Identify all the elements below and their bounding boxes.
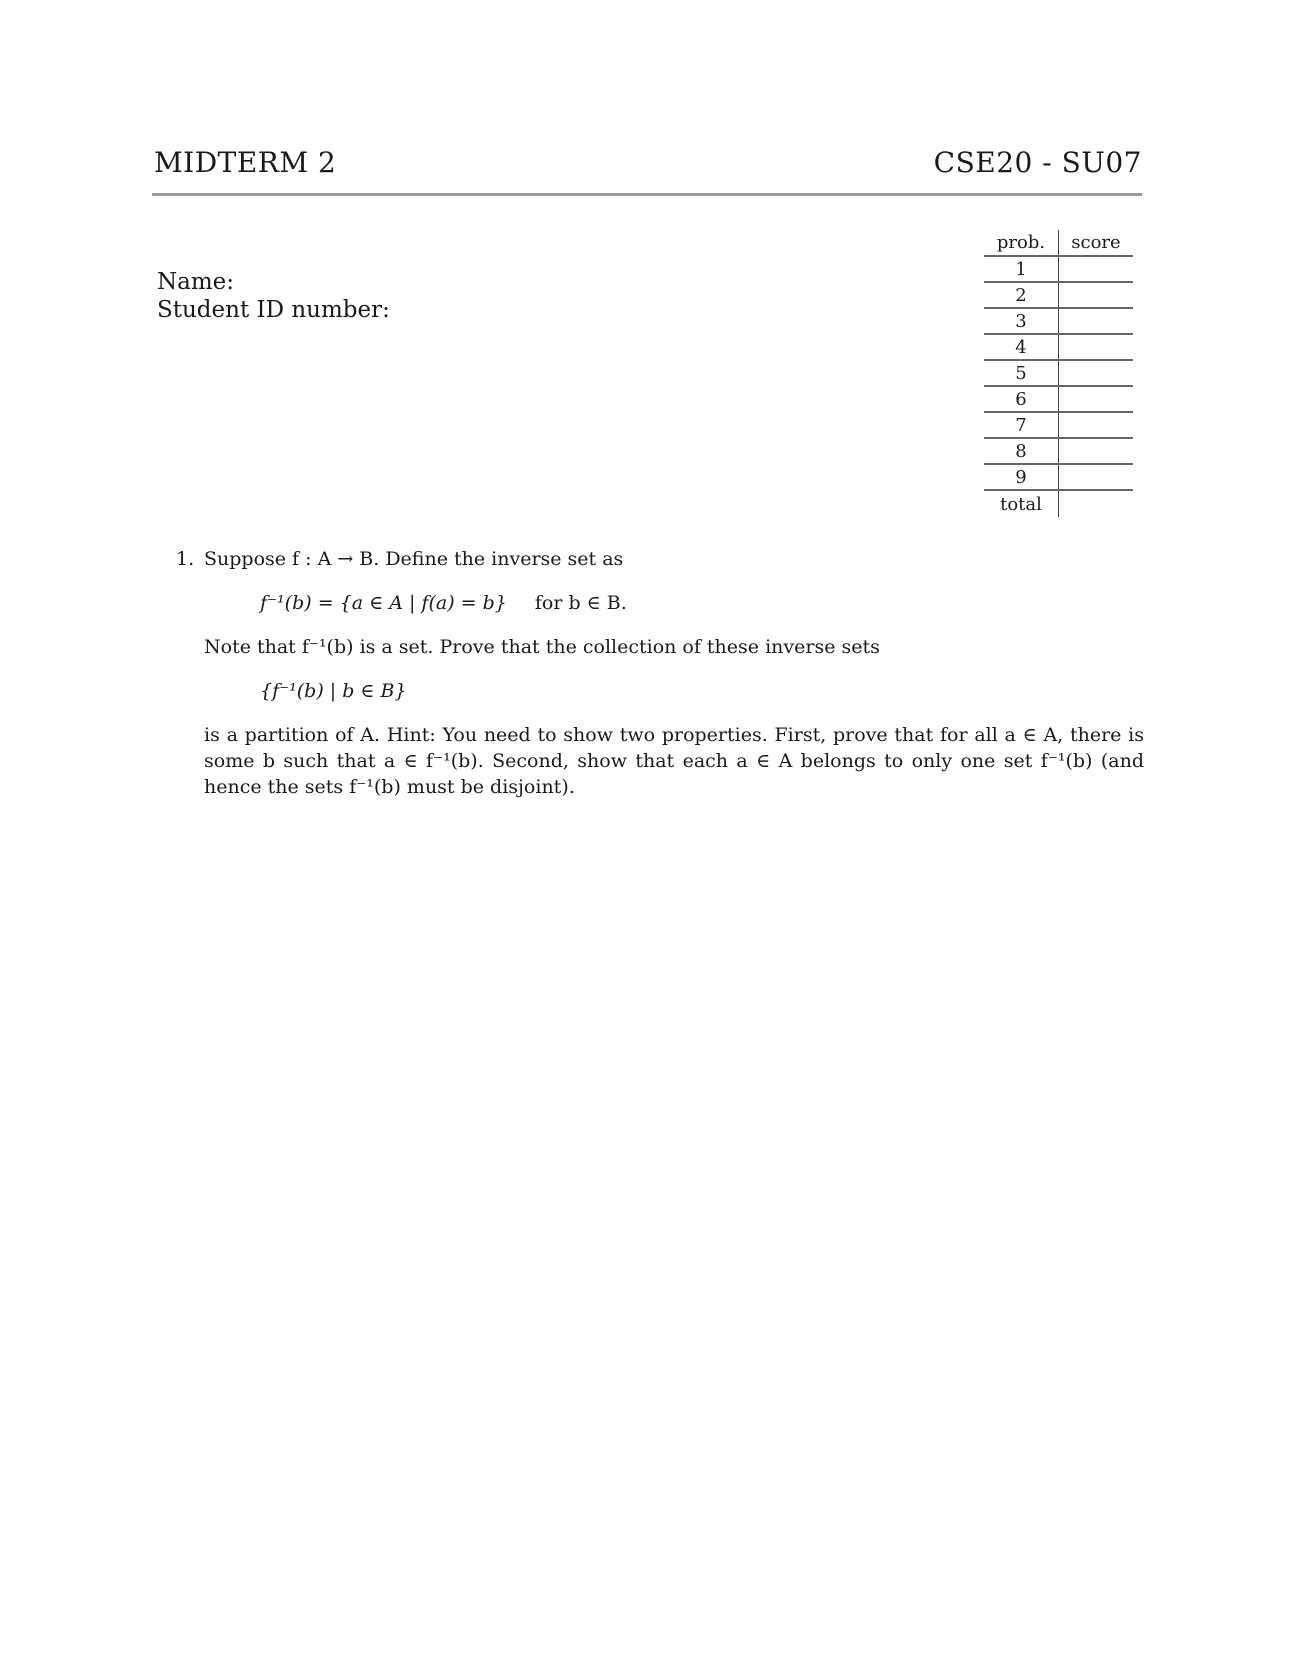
prob-column-header: prob. <box>984 230 1059 256</box>
problem-1-intro: Suppose f : A → B. Define the inverse set as <box>204 548 624 570</box>
score-row <box>984 464 1133 490</box>
problem-1-intro-line <box>176 546 1144 572</box>
inverse-set-collection: {f⁻¹(b) | b ∈ B} <box>260 680 407 702</box>
score-row <box>984 256 1133 282</box>
score-row <box>984 308 1133 334</box>
inverse-set-domain: for b ∈ B. <box>534 592 627 614</box>
score-column-header: score <box>1071 232 1121 253</box>
problem-1 <box>176 546 1144 800</box>
problem-1-note: Note that f⁻¹(b) is a set. Prove that the collection of these inverse sets <box>204 636 880 658</box>
score-cell <box>1059 308 1134 334</box>
prob-number: 3 <box>984 308 1059 334</box>
prob-number: 2 <box>984 282 1059 308</box>
total-score-cell <box>1059 490 1134 517</box>
header-rule <box>152 193 1142 196</box>
student-id-label: Student ID number: <box>157 297 390 323</box>
problem-number: 1. <box>176 548 195 570</box>
score-row <box>984 282 1133 308</box>
score-total-row <box>984 490 1133 517</box>
prob-number: 5 <box>984 360 1059 386</box>
student-info <box>157 268 390 324</box>
score-cell <box>1059 386 1134 412</box>
score-row <box>984 386 1133 412</box>
inverse-set-formula: f⁻¹(b) = {a ∈ A | f(a) = b} <box>260 592 507 614</box>
score-cell <box>1059 282 1134 308</box>
exam-title: MIDTERM 2 <box>154 146 337 179</box>
score-row <box>984 438 1133 464</box>
prob-number: 4 <box>984 334 1059 360</box>
prob-number: 6 <box>984 386 1059 412</box>
inverse-set-definition <box>176 590 1144 616</box>
score-row <box>984 412 1133 438</box>
score-cell <box>1059 412 1134 438</box>
score-row <box>984 360 1133 386</box>
score-table-header <box>984 230 1133 256</box>
score-cell <box>1059 360 1134 386</box>
score-cell <box>1059 256 1134 282</box>
problem-1-conclusion: is a partition of A. Hint: You need to show two properties. First, prove that for all a ∈ A, there is some b such that a ∈ f⁻¹(b). Second, show that each a ∈ A belongs to only one set f⁻¹(b) (and hence the sets f⁻¹(b) must be disjoint). <box>204 724 1144 798</box>
prob-number: 7 <box>984 412 1059 438</box>
score-cell <box>1059 334 1134 360</box>
total-label: total <box>984 490 1059 517</box>
prob-number: 1 <box>984 256 1059 282</box>
score-table <box>984 230 1133 517</box>
name-label: Name: <box>157 269 235 295</box>
score-row <box>984 334 1133 360</box>
course-code: CSE20 - SU07 <box>933 146 1142 179</box>
prob-number: 9 <box>984 464 1059 490</box>
score-cell <box>1059 464 1134 490</box>
prob-number: 8 <box>984 438 1059 464</box>
score-cell <box>1059 438 1134 464</box>
